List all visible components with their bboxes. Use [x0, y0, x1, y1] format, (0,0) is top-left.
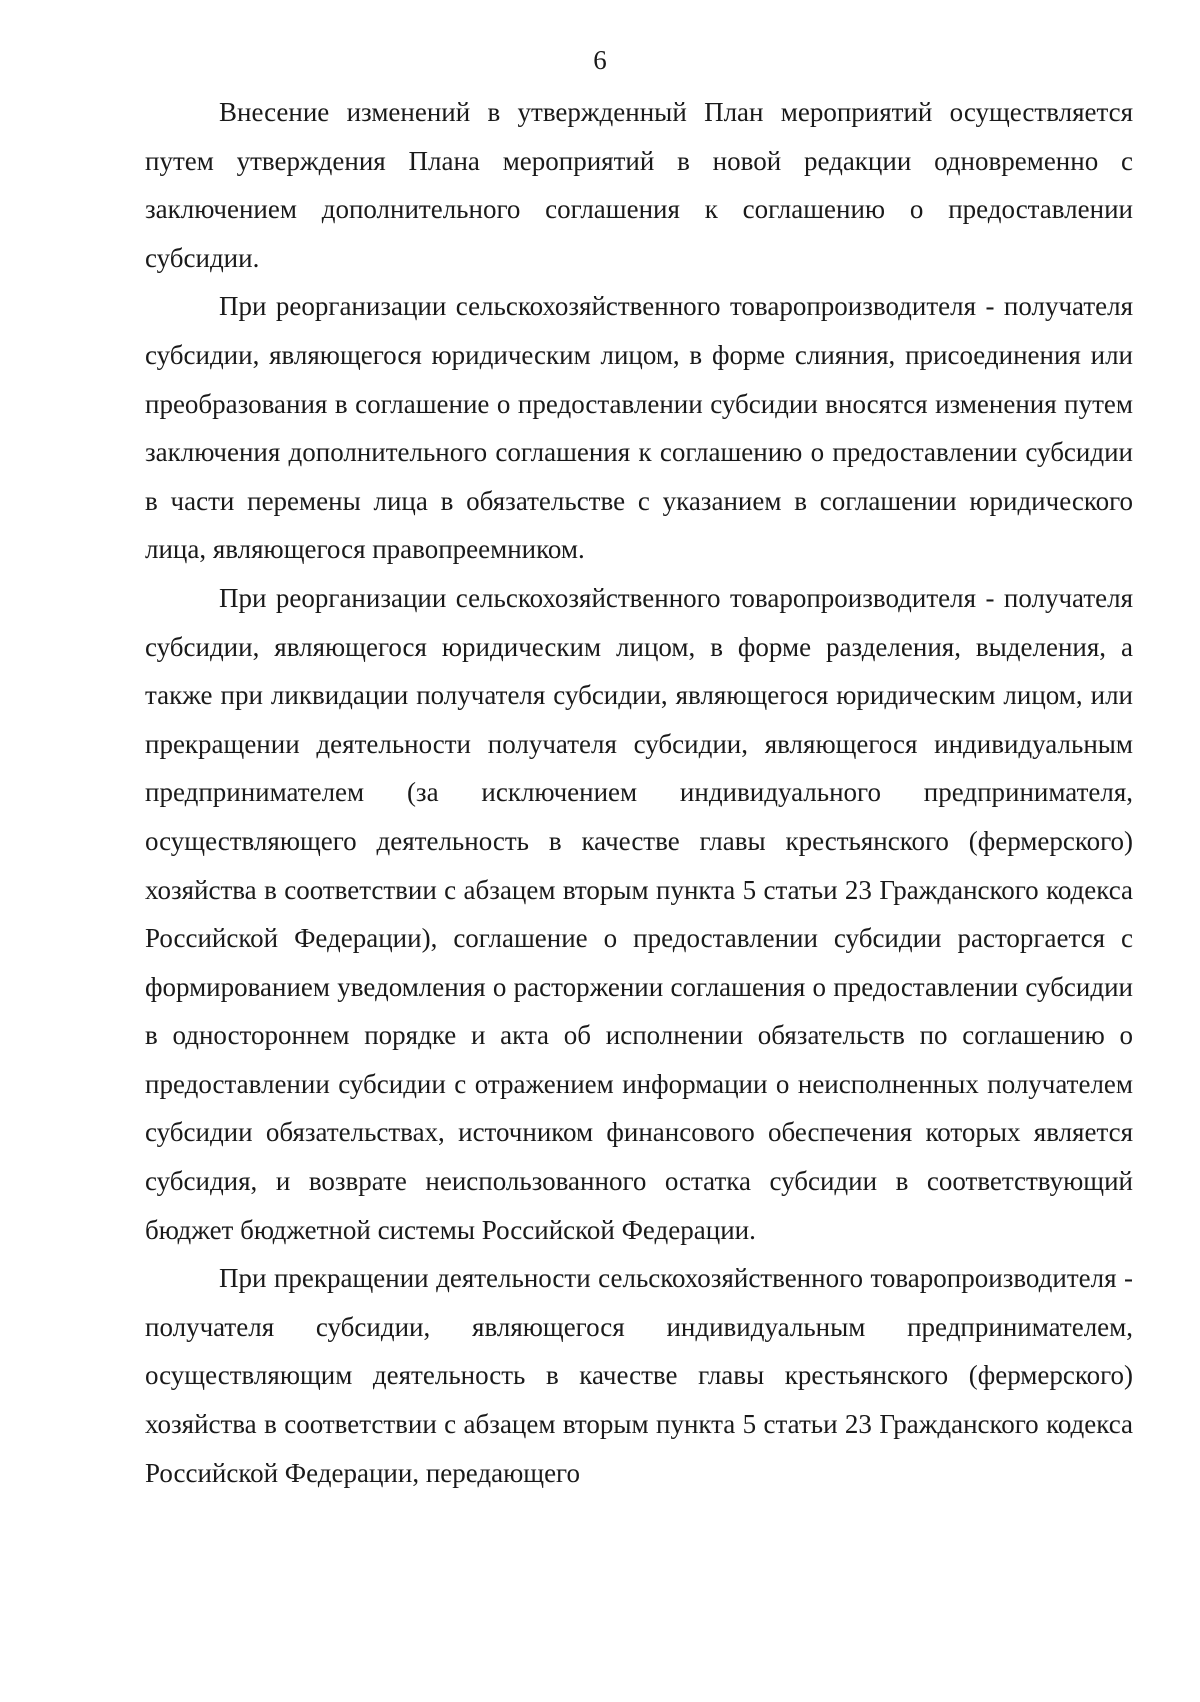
paragraph-reorganization-merger: При реорганизации сельскохозяйственного товаропроизводителя - получателя субсидии, являющегося юридическим лицом, в форме слияния, присоединения или преобразования в соглашение о предоставлении субсидии вносятся изменения путем заключения дополнительного соглашения к соглашению о предоставлении субсидии в части перемены лица в обязательстве с указанием в соглашении юридического лица, являющегося правопреемником.	[145, 291, 1133, 565]
paragraph-farm-termination: При прекращении деятельности сельскохозяйственного товаропроизводителя - получателя субсидии, являющегося индивидуальным предпринимателем, осуществляющим деятельность в качестве главы крестьянского (фермерского) хозяйства в соответствии с абзацем вторым пункта 5 статьи 23 Гражданского кодекса Российской Федерации, передающего	[145, 1263, 1133, 1488]
document-body	[145, 88, 1133, 1497]
paragraph-plan-amendment: Внесение изменений в утвержденный План мероприятий осуществляется путем утверждения Плана мероприятий в новой редакции одновременно с заключением дополнительного соглашения к соглашению о предоставлении субсидии.	[145, 97, 1133, 273]
page-number: 6	[593, 45, 607, 75]
paragraph-reorganization-division: При реорганизации сельскохозяйственного товаропроизводителя - получателя субсидии, являющегося юридическим лицом, в форме разделения, выделения, а также при ликвидации получателя субсидии, являющегося юридическим лицом, или прекращении деятельности получателя субсидии, являющегося индивидуальным предпринимателем (за исключением индивидуального предпринимателя, осуществляющего деятельность в качестве главы крестьянского (фермерского) хозяйства в соответствии с абзацем вторым пункта 5 статьи 23 Гражданского кодекса Российской Федерации), соглашение о предоставлении субсидии расторгается с формированием уведомления о расторжении соглашения о предоставлении субсидии в одностороннем порядке и акта об исполнении обязательств по соглашению о предоставлении субсидии с отражением информации о неисполненных получателем субсидии обязательствах, источником финансового обеспечения которых является субсидия, и возврате неиспользованного остатка субсидии в соответствующий бюджет бюджетной системы Российской Федерации.	[145, 582, 1133, 1245]
